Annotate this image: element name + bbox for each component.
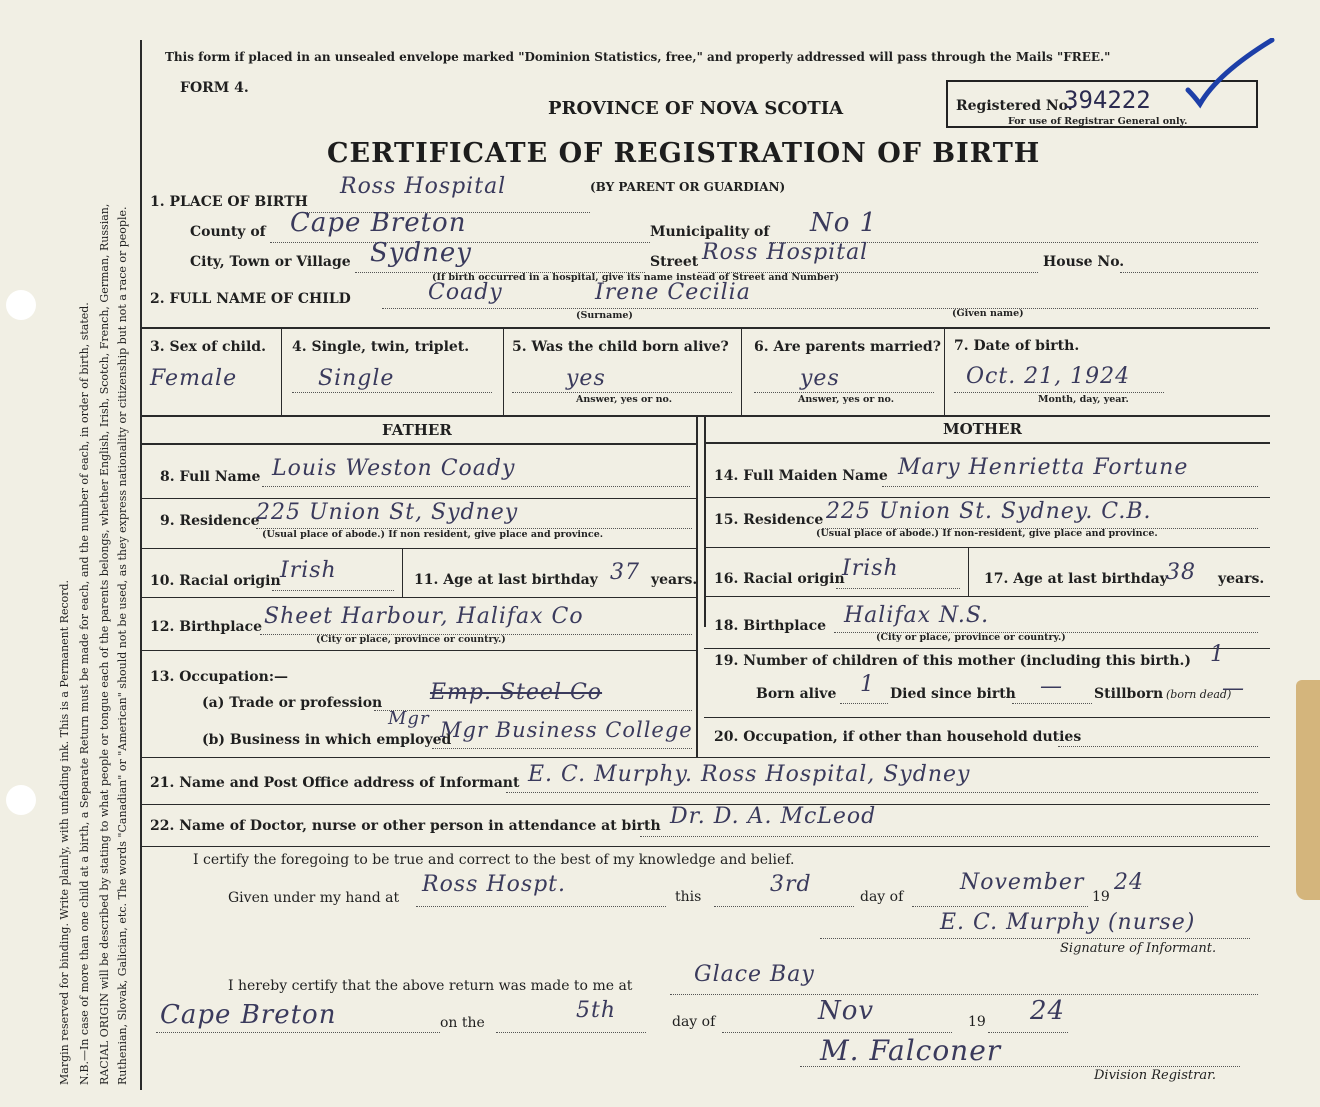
father-business-prefix: Mgr	[388, 708, 430, 729]
married-value: yes	[800, 366, 840, 391]
rule-father-header	[140, 443, 696, 445]
registrar-year-prefix: 19	[968, 1014, 986, 1030]
stillborn-note: (born dead)	[1166, 688, 1232, 701]
plurality-line	[292, 392, 492, 393]
rule-father-1	[140, 498, 696, 499]
stillborn-value: —	[1222, 676, 1245, 701]
registrar-day-line	[496, 1032, 646, 1033]
father-business-label: (b) Business in which employed	[202, 732, 452, 748]
place-of-birth-label: 1. PLACE OF BIRTH	[150, 194, 308, 210]
father-business-value: Mgr Business College	[440, 718, 693, 742]
vdiv-2	[503, 329, 504, 415]
city-value: Sydney	[370, 238, 472, 268]
given-name-note: (Given name)	[952, 308, 1024, 319]
mother-age-divider	[968, 548, 969, 596]
alive-label: 5. Was the child born alive?	[512, 339, 729, 355]
child-name-label: 2. FULL NAME OF CHILD	[150, 291, 351, 307]
father-residence-note: (Usual place of abode.) If non resident, give place and province.	[262, 529, 604, 540]
given-day-value: 3rd	[770, 872, 812, 897]
registered-note: For use of Registrar General only.	[1008, 116, 1188, 127]
by-parent-note: (BY PARENT OR GUARDIAN)	[590, 180, 786, 194]
margin-binding-note: Margin reserved for binding. Write plainly, with unfading ink. This is a Permanent Record.	[58, 579, 71, 1085]
this-label: this	[675, 889, 702, 905]
married-line	[754, 392, 934, 393]
given-name-value: Irene Cecilia	[595, 280, 751, 305]
form-number: FORM 4.	[180, 80, 249, 96]
mother-racial-label: 16. Racial origin	[714, 571, 845, 587]
given-place-line	[416, 906, 666, 907]
mother-residence-label: 15. Residence	[714, 512, 824, 528]
registrar-day-of-label: day of	[672, 1014, 716, 1030]
dob-label: 7. Date of birth.	[954, 338, 1080, 354]
married-answer-note: Answer, yes or no.	[798, 394, 895, 405]
father-trade-label: (a) Trade or profession	[202, 695, 383, 711]
check-mark-icon	[1180, 38, 1280, 113]
father-racial-value: Irish	[280, 558, 337, 583]
dob-note: Month, day, year.	[1038, 394, 1129, 405]
city-label: City, Town or Village	[190, 254, 351, 270]
married-label: 6. Are parents married?	[754, 339, 941, 355]
street-label: Street	[650, 254, 699, 270]
informant-line	[506, 792, 1258, 793]
paper-stain	[1296, 680, 1320, 900]
born-alive-label: Born alive	[756, 686, 837, 702]
place-of-birth-value: Ross Hospital	[340, 174, 507, 199]
form-left-border	[140, 40, 142, 1090]
registrar-month-value: Nov	[818, 996, 875, 1026]
mother-birthplace-value: Halifax N.S.	[844, 603, 990, 628]
given-year-value: 24	[1114, 870, 1144, 895]
given-day-line	[714, 906, 854, 907]
registrar-line: I hereby certify that the above return was made to me at	[228, 978, 633, 994]
street-value: Ross Hospital	[702, 240, 869, 265]
father-age-divider	[402, 549, 403, 597]
county-label: County of	[190, 224, 266, 240]
mother-birthplace-label: 18. Birthplace	[714, 618, 827, 634]
registered-number: 394222	[1064, 86, 1151, 114]
died-label: Died since birth	[890, 686, 1016, 702]
registered-label: Registered No.	[956, 98, 1073, 114]
died-value: —	[1040, 674, 1063, 699]
mother-years-label: years.	[1218, 571, 1265, 587]
mail-notice: This form if placed in an unsealed envelope marked "Dominion Statistics, free," and properly addressed will pass through the Mails "FREE."	[165, 50, 1111, 64]
mother-name-value: Mary Henrietta Fortune	[898, 455, 1189, 480]
father-name-value: Louis Weston Coady	[272, 456, 516, 481]
children-value: 1	[1210, 642, 1225, 667]
father-name-label: 8. Full Name	[160, 469, 261, 485]
father-birthplace-label: 12. Birthplace	[150, 619, 263, 635]
given-month-value: November	[960, 870, 1085, 895]
municipality-value: No 1	[810, 208, 878, 238]
dob-line	[954, 392, 1164, 393]
punch-hole-bottom	[6, 785, 36, 815]
father-occupation-label: 13. Occupation:—	[150, 669, 288, 685]
mother-header: MOTHER	[943, 420, 1022, 438]
certify-line: I certify the foregoing to be true and correct to the best of my knowledge and belief.	[193, 852, 795, 868]
certificate-title: CERTIFICATE OF REGISTRATION OF BIRTH	[327, 138, 1041, 169]
margin-racial-note: RACIAL ORIGIN will be described by stating to what people or tongue each of the parents belongs, whether English, Irish, Scotch, French, German, Russian,	[98, 203, 111, 1085]
informant-value: E. C. Murphy. Ross Hospital, Sydney	[528, 762, 971, 787]
municipality-label: Municipality of	[650, 224, 770, 240]
born-alive-value: 1	[860, 672, 875, 697]
informant-signature: E. C. Murphy (nurse)	[940, 910, 1196, 935]
hospital-note: (If birth occurred in a hospital, give its name instead of Street and Number)	[432, 272, 840, 283]
father-birthplace-value: Sheet Harbour, Halifax Co	[264, 604, 584, 629]
father-birthplace-note: (City or place, province or country.)	[316, 634, 506, 645]
rule-top-row3	[140, 327, 1270, 329]
house-line	[1120, 272, 1258, 273]
rule-mother-4	[704, 648, 1270, 649]
sex-label: 3. Sex of child.	[150, 339, 266, 355]
registrar-signature-label: Division Registrar.	[1094, 1068, 1216, 1083]
mother-age-value: 38	[1166, 560, 1196, 585]
mother-occupation-label: 20. Occupation, if other than household duties	[714, 729, 1082, 745]
surname-value: Coady	[428, 280, 503, 305]
sex-value: Female	[150, 366, 238, 391]
mother-occupation-line	[1058, 746, 1258, 747]
children-label: 19. Number of children of this mother (including this birth.)	[714, 653, 1192, 669]
registrar-year-value: 24	[1030, 996, 1066, 1026]
father-header: FATHER	[382, 421, 452, 439]
given-month-line	[912, 906, 1088, 907]
rule-father-2	[140, 548, 696, 549]
rule-mother-1	[704, 497, 1270, 498]
rule-mother-3	[704, 596, 1270, 597]
registrar-place-value: Glace Bay	[694, 962, 815, 987]
father-trade-struck: Emp. Steel Co	[430, 680, 603, 705]
registrar-county-value: Cape Breton	[160, 1000, 337, 1030]
alive-answer-note: Answer, yes or no.	[576, 394, 673, 405]
registrar-signature: M. Falconer	[820, 1034, 1002, 1067]
rule-mother-2	[704, 547, 1270, 548]
registrar-day-value: 5th	[576, 998, 617, 1023]
registrar-signature-line	[800, 1066, 1240, 1067]
plurality-label: 4. Single, twin, triplet.	[292, 339, 470, 355]
given-day-of-label: day of	[860, 889, 904, 905]
registrar-place-line	[670, 994, 1258, 995]
house-label: House No.	[1043, 254, 1125, 270]
father-years-label: years.	[651, 572, 698, 588]
given-under-label: Given under my hand at	[228, 890, 400, 906]
vdiv-1	[281, 329, 282, 415]
alive-value: yes	[566, 366, 606, 391]
born-alive-line	[840, 703, 888, 704]
mother-name-label: 14. Full Maiden Name	[714, 468, 888, 484]
mother-residence-value: 225 Union St. Sydney. C.B.	[826, 499, 1152, 524]
plurality-value: Single	[318, 366, 395, 391]
father-residence-value: 225 Union St, Sydney	[256, 500, 519, 525]
doctor-label: 22. Name of Doctor, nurse or other person in attendance at birth	[150, 818, 661, 834]
province-title: PROVINCE OF NOVA SCOTIA	[548, 98, 844, 119]
rule-father-3	[140, 597, 696, 598]
father-residence-label: 9. Residence	[160, 513, 260, 529]
given-place-value: Ross Hospt.	[422, 872, 567, 897]
rule-mother-header	[704, 442, 1270, 444]
margin-nb-note: N.B.—In case of more than one child at a birth, a Separate Return must be made for each, and the number of each, in order of birth, stated.	[78, 302, 91, 1085]
county-value: Cape Breton	[290, 208, 467, 238]
doctor-line	[640, 836, 1258, 837]
mother-birthplace-note: (City or place, province or country.)	[876, 632, 1066, 643]
informant-label: 21. Name and Post Office address of Informant	[150, 775, 520, 791]
registrar-month-line	[722, 1032, 952, 1033]
informant-signature-line	[820, 938, 1250, 939]
mother-age-label: 17. Age at last birthday	[984, 571, 1168, 587]
punch-hole-top	[6, 290, 36, 320]
stillborn-label: Stillborn	[1094, 686, 1164, 702]
informant-signature-label: Signature of Informant.	[1060, 941, 1217, 956]
vdiv-4	[944, 329, 945, 415]
registrar-on-the-label: on the	[440, 1015, 485, 1031]
father-racial-label: 10. Racial origin	[150, 573, 281, 589]
margin-racial-note-2: Ruthenian, Slovak, Galician, etc. The words "Canadian" or "American" should not be used, as they express nationality or citizenship but not a race or people.	[116, 206, 129, 1085]
mother-name-line	[882, 486, 1258, 487]
rule-informant-top	[140, 757, 1270, 758]
died-line	[1012, 703, 1092, 704]
rule-doctor-bottom	[140, 846, 1270, 847]
rule-mother-5	[704, 717, 1270, 718]
father-business-line	[432, 748, 692, 749]
dob-value: Oct. 21, 1924	[966, 364, 1131, 389]
alive-line	[512, 392, 732, 393]
registrar-county-line	[156, 1032, 440, 1033]
rule-father-4	[140, 650, 696, 651]
mother-racial-value: Irish	[842, 556, 899, 581]
vdiv-3	[741, 329, 742, 415]
mother-racial-line	[836, 588, 960, 589]
father-racial-line	[272, 590, 394, 591]
given-year-prefix: 19	[1092, 889, 1110, 905]
doctor-value: Dr. D. A. McLeod	[670, 804, 877, 829]
surname-note: (Surname)	[576, 310, 633, 321]
father-name-line	[262, 486, 690, 487]
father-age-label: 11. Age at last birthday	[414, 572, 598, 588]
child-name-line	[382, 308, 1258, 309]
mother-residence-note: (Usual place of abode.) If non-resident, give place and province.	[816, 528, 1158, 539]
father-age-value: 37	[610, 560, 640, 585]
registrar-year-line	[988, 1032, 1068, 1033]
